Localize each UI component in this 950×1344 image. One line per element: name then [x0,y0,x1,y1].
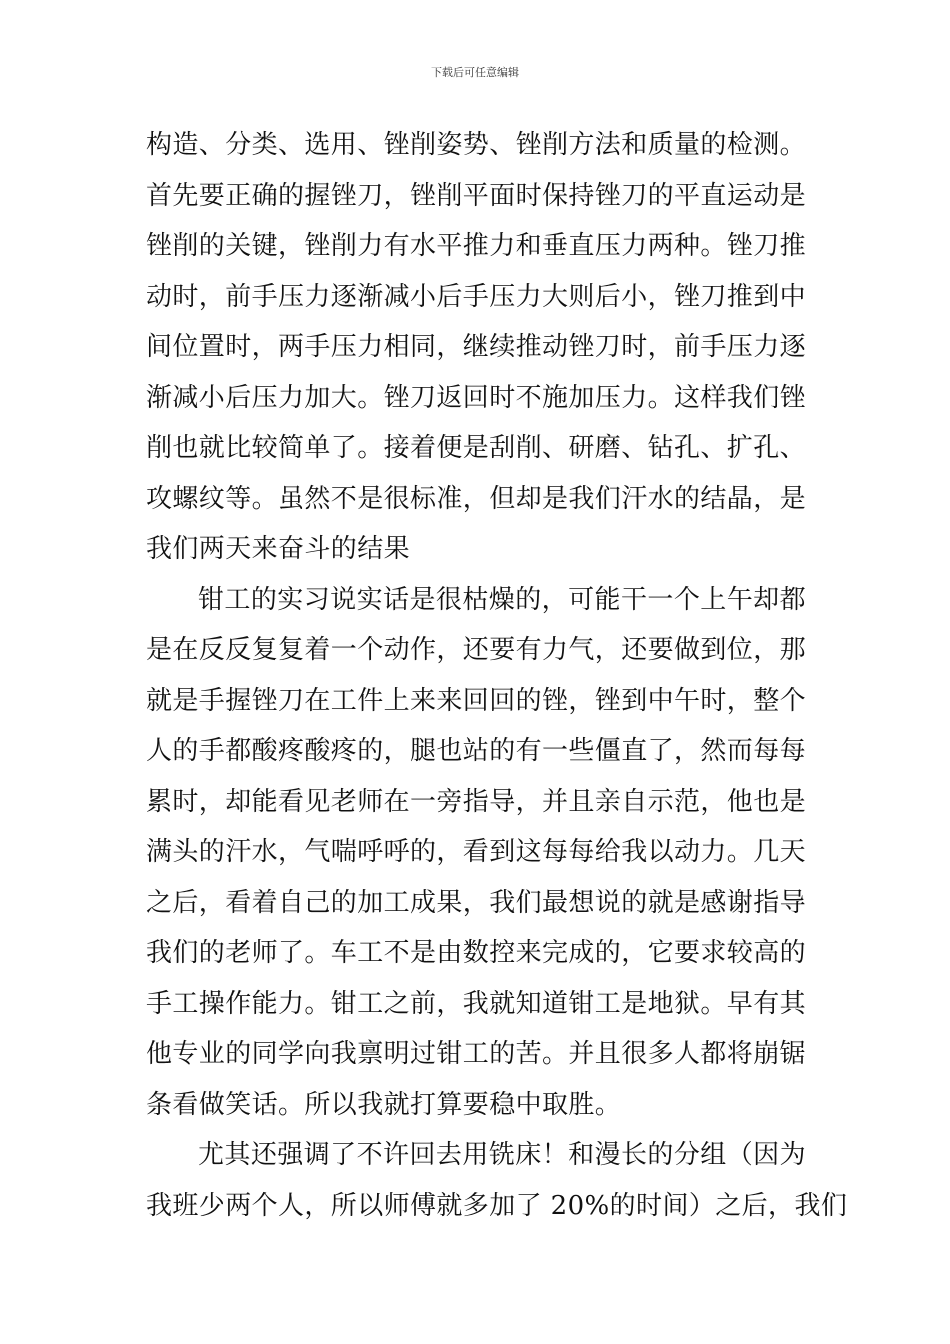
text-line: 锉削的关键，锉削力有水平推力和垂直压力两种。锉刀推 [146,231,807,261]
text-line: 条看做笑话。所以我就打算要稳中取胜。 [146,1089,622,1120]
text-line: 累时，却能看见老师在一旁指导，并且亲自示范，他也是 [146,786,807,817]
text-line: 满头的汗水，气喘呼呼的，看到这每每给我以动力。几天 [146,837,807,867]
text-line: 是在反反复复着一个动作，还要有力气，还要做到位，那 [146,635,807,665]
text-line: 我们两天来奋斗的结果 [146,534,411,564]
text-line: 我班少两个人，所以师傅就多加了 20%的时间）之后，我们 [146,1190,848,1221]
text-line: 我们的老师了。车工不是由数控来完成的，它要求较高的 [146,938,807,968]
paragraph-first-line: 钳工的实习说实话是很枯燥的，可能干一个上午却都 [198,584,806,615]
text-line: 人的手都酸疼酸疼的，腿也站的有一些僵直了，然而每每 [146,736,807,766]
text-line: 他专业的同学向我禀明过钳工的苦。并且很多人都将崩锯 [146,1039,807,1069]
text-line: 间位置时，两手压力相同，继续推动锉刀时，前手压力逐 [146,332,807,362]
document-body [146,127,848,1238]
text-line: 动时，前手压力逐渐减小后手压力大则后小，锉刀推到中 [146,281,807,312]
page-header-note: 下载后可任意编辑 [431,66,519,79]
text-line: 就是手握锉刀在工件上来来回回的锉，锉到中午时，整个 [146,685,807,716]
text-line: 构造、分类、选用、锉削姿势、锉削方法和质量的检测。 [146,130,807,160]
text-line: 削也就比较简单了。接着便是刮削、研磨、钻孔、扩孔、 [146,433,807,463]
text-line: 手工操作能力。钳工之前，我就知道钳工是地狱。早有其 [146,988,807,1019]
text-line: 渐减小后压力加大。锉刀返回时不施加压力。这样我们锉 [146,382,807,413]
text-line: 之后，看着自己的加工成果，我们最想说的就是感谢指导 [146,887,807,918]
paragraph-first-line: 尤其还强调了不许回去用铣床！和漫长的分组（因为 [198,1140,806,1170]
text-line: 攻螺纹等。虽然不是很标准，但却是我们汗水的结晶，是 [146,483,807,514]
text-line: 首先要正确的握锉刀，锉削平面时保持锉刀的平直运动是 [146,180,807,211]
